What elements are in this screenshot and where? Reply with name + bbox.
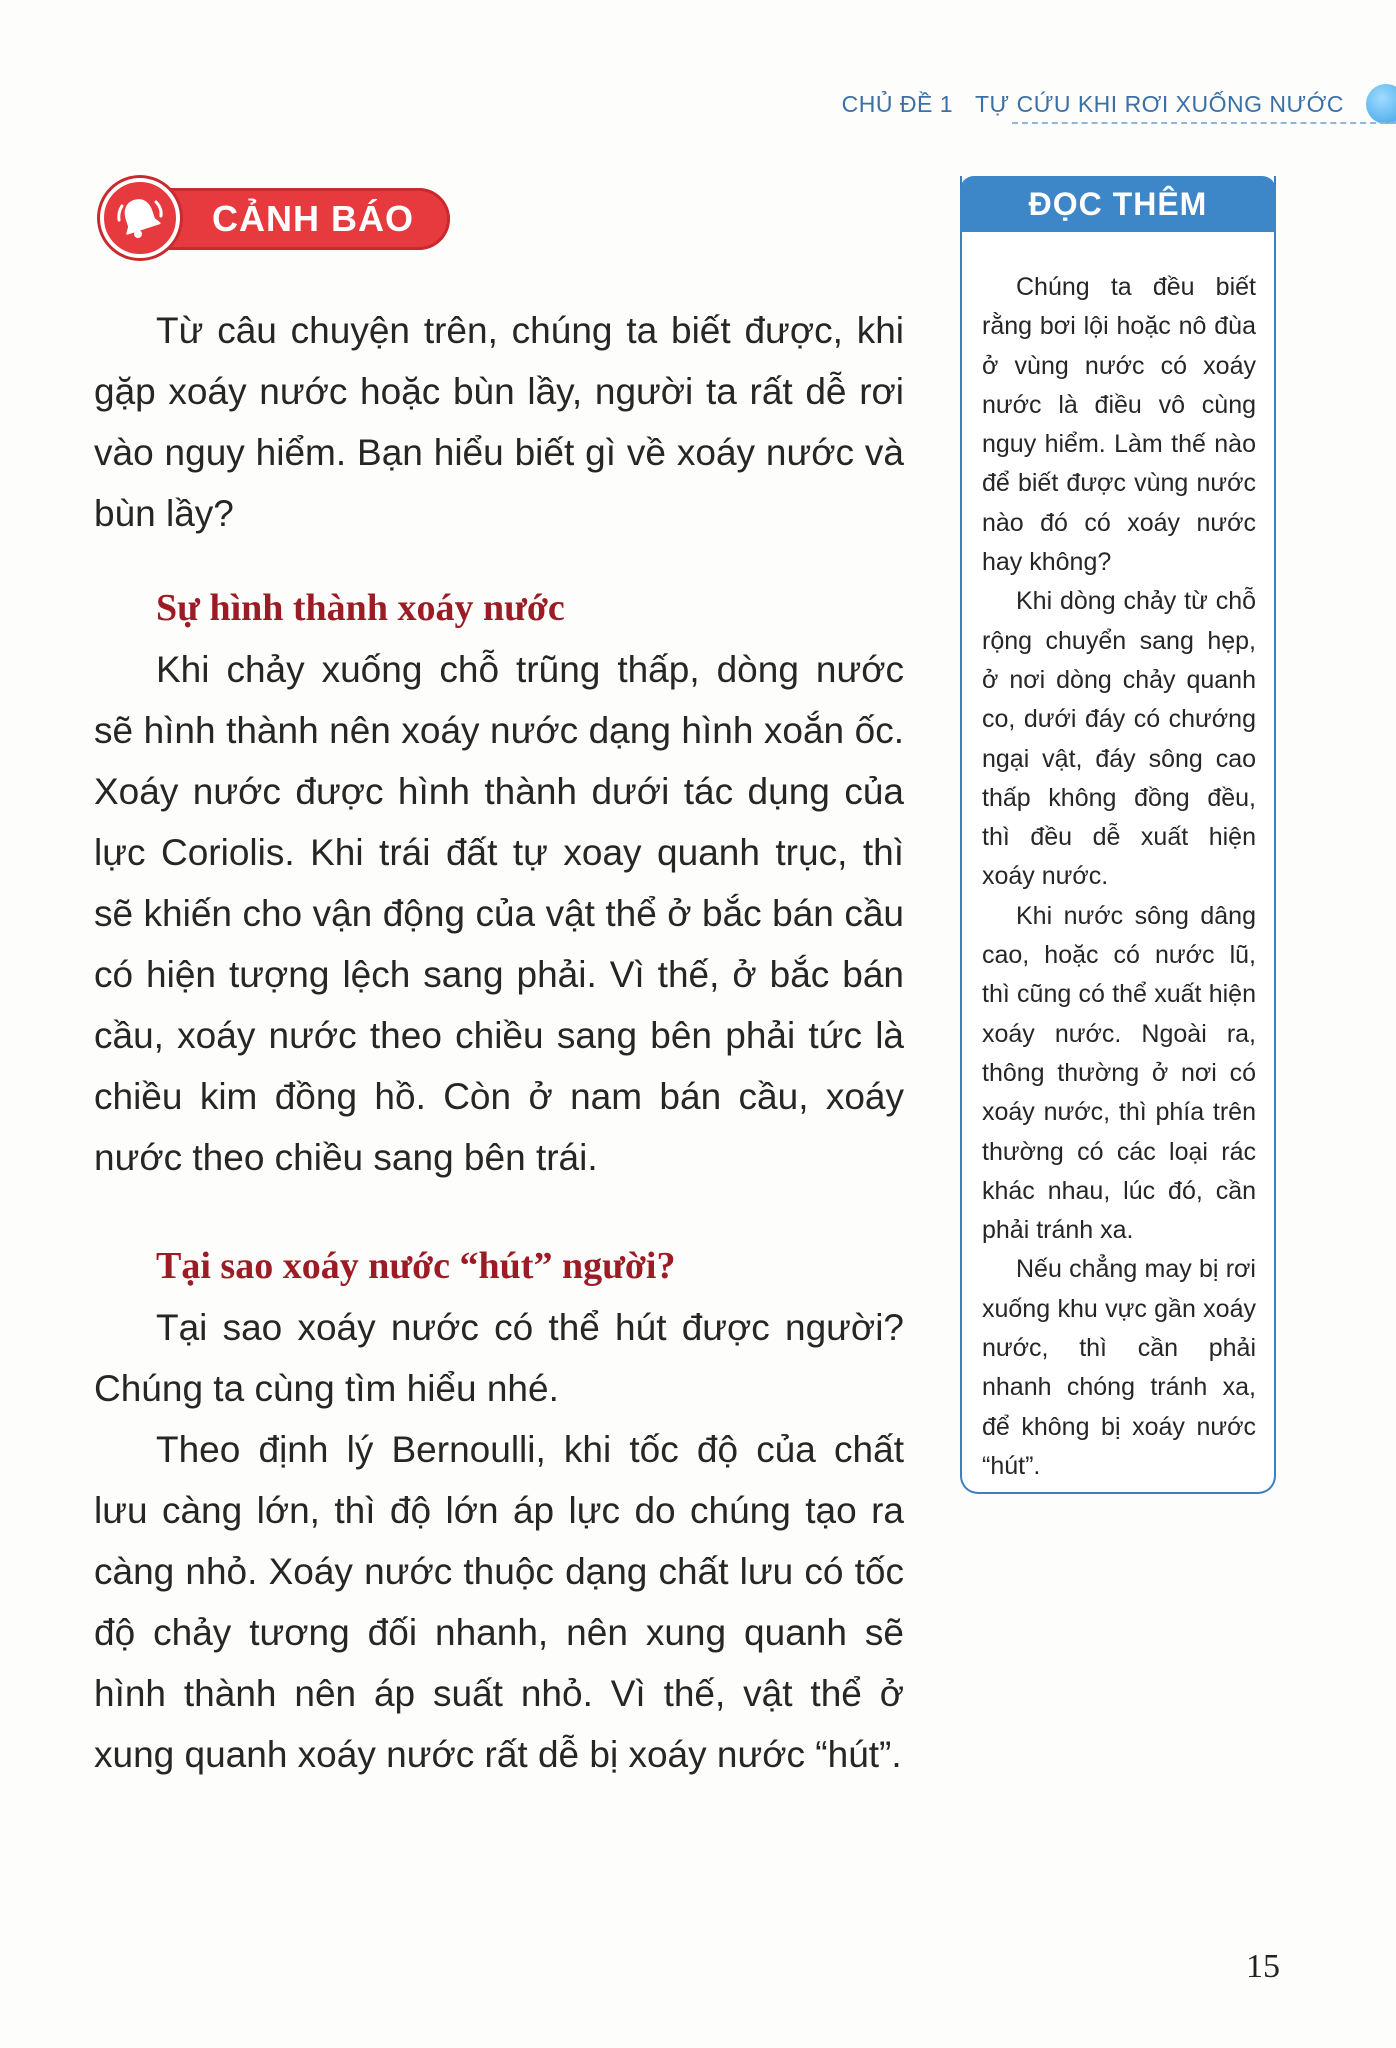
intro-paragraph: Từ câu chuyện trên, chúng ta biết được, khi gặp xoáy nước hoặc bùn lầy, người ta rất dễ rơi vào nguy hiểm. Bạn hiểu biết gì về xoáy nước và bùn lầy? (94, 310, 904, 534)
warning-pill (140, 188, 450, 250)
warning-banner (100, 178, 452, 258)
main-text (94, 300, 904, 1785)
read-more-body (982, 268, 1256, 1486)
suction-paragraph-2: Theo định lý Bernoulli, khi tốc độ của chất lưu càng lớn, thì độ lớn áp lực do chúng tạo ra càng nhỏ. Xoáy nước thuộc dạng chất lưu có tốc độ chảy tương đối nhanh, nên xung quanh sẽ hình thành nên áp suất nhỏ. Vì thế, vật thể ở xung quanh xoáy nước rất dễ bị xoáy nước “hút”. (94, 1429, 904, 1775)
section-heading-formation: Sự hình thành xoáy nước (156, 587, 565, 629)
suction-paragraph-1: Tại sao xoáy nước có thể hút được người? Chúng ta cùng tìm hiểu nhé. (94, 1307, 904, 1409)
formation-paragraph: Khi chảy xuống chỗ trũng thấp, dòng nước sẽ hình thành nên xoáy nước dạng hình xoắn ốc. Xoáy nước được hình thành dưới tác dụng của lực Coriolis. Khi trái đất tự xoay quanh trục, thì sẽ khiến cho vận động của vật thể ở bắc bán cầu có hiện tượng lệch sang phải. Vì thế, ở bắc bán cầu, xoáy nước theo chiều sang bên phải tức là chiều kim đồng hồ. Còn ở nam bán cầu, xoáy nước theo chiều sang bên trái. (94, 649, 904, 1178)
read-more-box (960, 176, 1276, 1494)
read-more-paragraph-4: Nếu chẳng may bị rơi xuống khu vực gần xoáy nước, thì cần phải nhanh chóng tránh xa, để không bị xoáy nước “hút”. (982, 1255, 1256, 1480)
page-number: 15 (1246, 1948, 1280, 1985)
read-more-paragraph-2: Khi dòng chảy từ chỗ rộng chuyển sang hẹp, ở nơi dòng chảy quanh co, dưới đáy có chướng ngại vật, đáy sông cao thấp không đồng đều, thì đều dễ xuất hiện xoáy nước. (982, 587, 1256, 891)
read-more-paragraph-1: Chúng ta đều biết rằng bơi lội hoặc nô đùa ở vùng nước có xoáy nước là điều vô cùng nguy hiểm. Làm thế nào để biết được vùng nước nào đó có xoáy nước hay không? (982, 273, 1256, 577)
header-divider (1012, 122, 1396, 124)
read-more-paragraph-3: Khi nước sông dâng cao, hoặc có nước lũ, thì cũng có thể xuất hiện xoáy nước. Ngoài ra, thông thường ở nơi có xoáy nước, thì phía trên thường có các loại rác khác nhau, lúc đó, cần phải tránh xa. (982, 901, 1256, 1245)
read-more-title: ĐỌC THÊM (1028, 185, 1208, 222)
section-heading-suction: Tại sao xoáy nước “hút” người? (156, 1245, 676, 1287)
ball-icon (1366, 84, 1396, 124)
chapter-label: CHỦ ĐỀ 1 (841, 90, 953, 117)
chapter-title: TỰ CỨU KHI RƠI XUỐNG NƯỚC (975, 90, 1344, 117)
warning-label: CẢNH BÁO (212, 198, 414, 239)
bell-icon (100, 178, 180, 258)
read-more-tab (960, 176, 1276, 232)
running-header (842, 82, 1396, 126)
